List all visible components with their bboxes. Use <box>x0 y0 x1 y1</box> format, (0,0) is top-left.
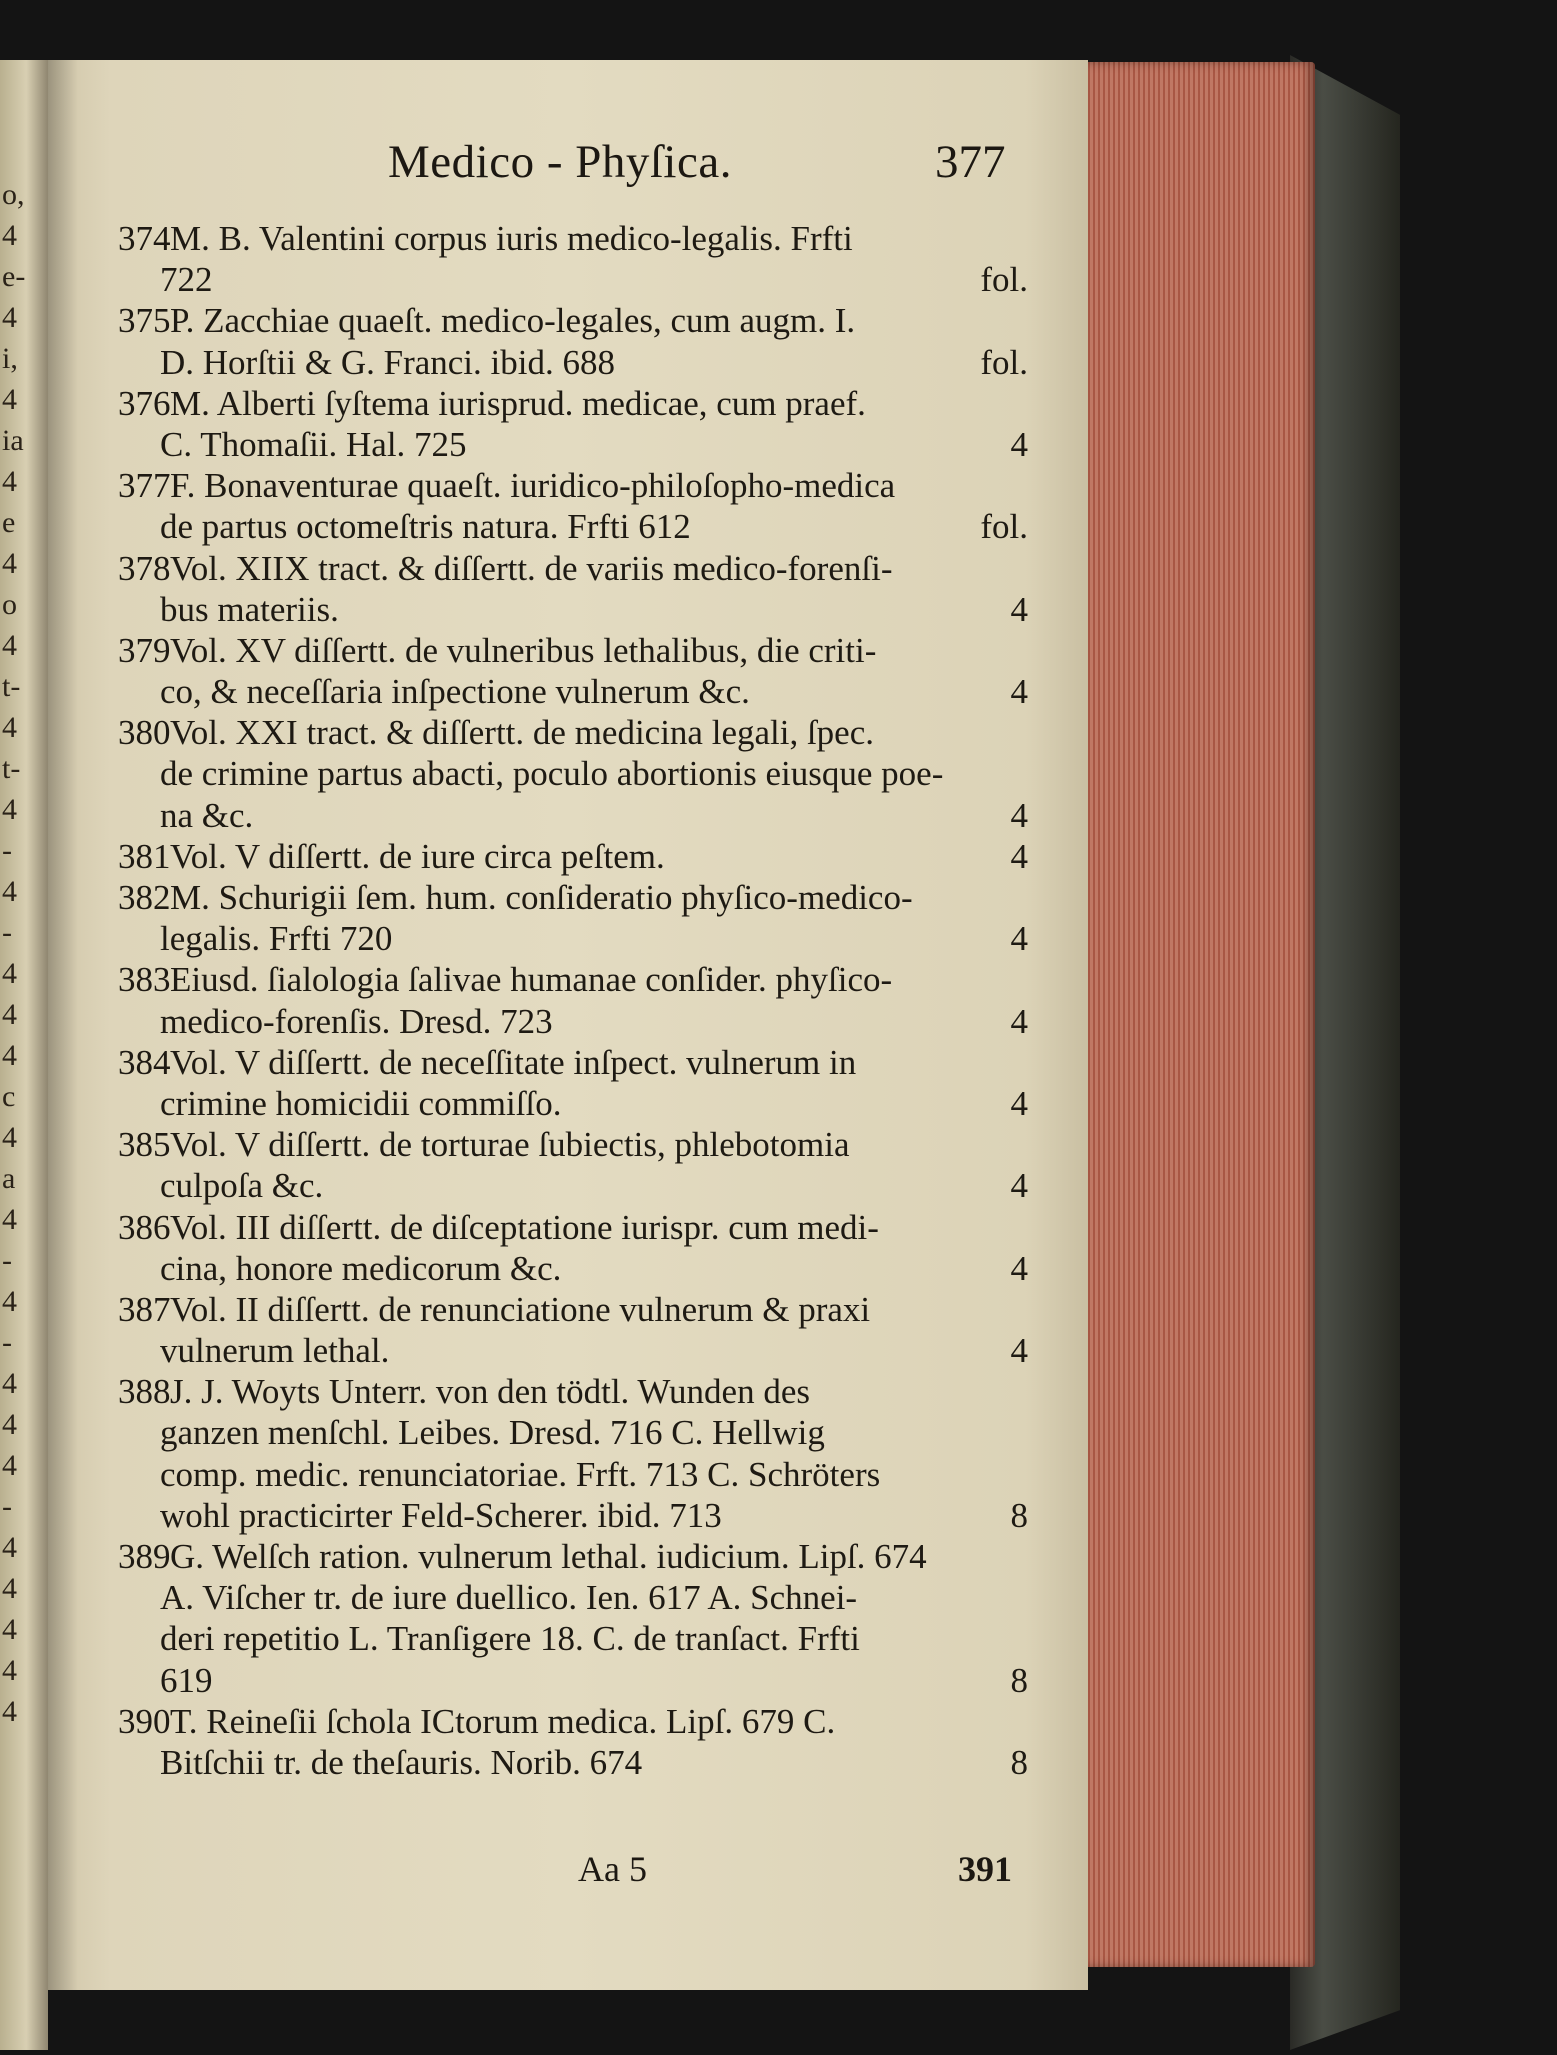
catalogue-entry <box>118 1289 1028 1371</box>
entry-format: 4 <box>1010 1331 1028 1371</box>
signature-mark: Aa 5 <box>578 1849 647 1889</box>
left-page-fragment: 4 <box>2 1613 17 1646</box>
entry-line <box>118 1289 1028 1330</box>
entry-line <box>118 1701 1028 1742</box>
left-page-fragment: - <box>2 834 12 867</box>
entry-line <box>118 1412 1028 1453</box>
left-page-fragment: 4 <box>2 998 17 1031</box>
left-page-fragment: 4 <box>2 465 17 498</box>
entry-text: M. B. Valentini corpus iuris medico-legalis. Frfti <box>170 219 853 258</box>
entry-line <box>118 300 1028 341</box>
entry-number: 384 <box>118 1042 171 1082</box>
entry-line <box>118 877 1028 918</box>
left-page-fragment: a <box>2 1162 16 1195</box>
left-page-fragment: 4 <box>2 301 17 334</box>
entry-text: co, & neceſſaria inſpectione vulnerum &c. <box>160 672 750 712</box>
entry-text: G. Welſch ration. vulnerum lethal. iudicium. Lipſ. 674 <box>170 1537 927 1576</box>
left-page-fragment: 4 <box>2 711 17 744</box>
entry-text: bus materiis. <box>160 589 339 629</box>
entry-line <box>118 342 1028 383</box>
left-page-fragment: - <box>2 1326 12 1359</box>
page-title: Medico - Phyſica. <box>388 136 732 188</box>
entry-number: 390 <box>118 1701 171 1741</box>
page-block-edge <box>1085 62 1315 1967</box>
entry-line <box>118 1207 1028 1248</box>
entry-number: 374 <box>118 219 171 258</box>
left-page-fragment: i, <box>2 342 18 375</box>
left-page-fragment: 4 <box>2 1121 17 1154</box>
left-page-fragment: 4 <box>2 547 17 580</box>
entry-text: Vol. XV diſſertt. de vulneribus lethalibus, die criti- <box>170 630 877 670</box>
entry-text: de partus octomeſtris natura. Frfti 612 <box>160 507 691 547</box>
entry-number: 375 <box>118 301 171 341</box>
catalogue-entry <box>118 465 1028 547</box>
left-page-fragment: 4 <box>2 1695 17 1728</box>
entry-format: 4 <box>1010 836 1028 876</box>
entry-line <box>118 630 1028 671</box>
left-page-fragment: 4 <box>2 793 17 826</box>
entry-number: 385 <box>118 1125 171 1165</box>
left-page-fragment: e <box>2 506 16 539</box>
catalogue-entry <box>118 1536 1028 1701</box>
entry-text: J. J. Woyts Unterr. von den tödtl. Wunden des <box>170 1372 810 1412</box>
entry-number: 381 <box>118 836 171 876</box>
entry-format: 4 <box>1010 795 1028 835</box>
entry-line <box>118 218 1028 259</box>
entry-format: 4 <box>1010 424 1028 464</box>
catalogue-entry <box>118 630 1028 712</box>
entry-text: cina, honore medicorum &c. <box>160 1248 562 1288</box>
left-page-fragment: 4 <box>2 629 17 662</box>
entry-number: 380 <box>118 713 171 753</box>
catalogue-entry <box>118 1042 1028 1124</box>
entry-line <box>118 1330 1028 1371</box>
entry-text: Vol. V diſſertt. de torturae ſubiectis, phlebotomia <box>170 1125 850 1165</box>
entry-line <box>118 712 1028 753</box>
entry-text: culpoſa &c. <box>160 1166 324 1206</box>
entry-line <box>118 1660 1028 1701</box>
entry-format: 8 <box>1010 1660 1028 1700</box>
entry-line <box>118 1371 1028 1412</box>
entry-line <box>118 465 1028 506</box>
left-page-fragment: 4 <box>2 1367 17 1400</box>
left-page-fragment: 4 <box>2 1449 17 1482</box>
entry-format: fol. <box>980 260 1028 300</box>
entry-text: Vol. III diſſertt. de diſceptatione iurispr. cum medi- <box>170 1207 879 1247</box>
entry-text: Eiusd. ſialologia ſalivae humanae conſider. phyſico- <box>170 960 893 1000</box>
running-header <box>0 135 1557 188</box>
entry-line <box>118 259 1028 300</box>
entry-format: fol. <box>980 507 1028 547</box>
entry-text: de crimine partus abacti, poculo abortionis eiusque poe- <box>160 754 944 794</box>
entry-text: na &c. <box>160 795 254 835</box>
catalogue-entry <box>118 1371 1028 1536</box>
entry-line <box>118 1536 1028 1577</box>
catalogue-entry <box>118 1701 1028 1783</box>
entry-line <box>118 1248 1028 1289</box>
entry-line <box>118 589 1028 630</box>
entry-format: 4 <box>1010 672 1028 712</box>
catalogue-entry <box>118 300 1028 382</box>
entry-number: 379 <box>118 630 171 670</box>
entry-text: deri repetitio L. Tranſigere 18. C. de tranſact. Frfti <box>160 1619 860 1659</box>
entry-line <box>118 1454 1028 1495</box>
entry-text: A. Viſcher tr. de iure duellico. Ien. 617 A. Schnei- <box>160 1578 858 1618</box>
entry-line <box>118 424 1028 465</box>
left-page-fragment: 4 <box>2 383 17 416</box>
entry-text: comp. medic. renunciatoriae. Frft. 713 C. Schröters <box>160 1454 881 1494</box>
entry-line <box>118 1165 1028 1206</box>
entry-number: 382 <box>118 878 171 917</box>
left-page-fragment: - <box>2 1244 12 1277</box>
left-page-fragment: e- <box>2 260 26 293</box>
catalogue-entry <box>118 836 1028 877</box>
entry-text: Vol. V diſſertt. de iure circa peſtem. <box>170 836 665 876</box>
entry-text: C. Thomaſii. Hal. 725 <box>160 424 467 464</box>
entry-text: vulnerum lethal. <box>160 1331 390 1371</box>
entry-line <box>118 1495 1028 1536</box>
left-page-fragment: - <box>2 916 12 949</box>
entry-number: 386 <box>118 1207 171 1247</box>
entry-format: 8 <box>1010 1742 1028 1782</box>
entry-line <box>118 1083 1028 1124</box>
left-page-fragment: c <box>2 1080 16 1113</box>
entry-text: Vol. XXI tract. & diſſertt. de medicina legali, ſpec. <box>170 713 874 753</box>
entry-format: 8 <box>1010 1495 1028 1535</box>
entry-line <box>118 1742 1028 1783</box>
left-page-fragment: 4 <box>2 1203 17 1236</box>
catalogue-entry <box>118 1207 1028 1289</box>
entry-line <box>118 918 1028 959</box>
entry-line <box>118 1124 1028 1165</box>
catalogue-entry <box>118 712 1028 836</box>
left-page-fragment: 4 <box>2 219 17 252</box>
entry-number: 378 <box>118 548 171 588</box>
entry-text: M. Schurigii ſem. hum. conſideratio phyſico-medico- <box>170 878 913 917</box>
entry-line <box>118 959 1028 1000</box>
left-page-fragment: o, <box>2 178 25 211</box>
entry-format: 4 <box>1010 1001 1028 1041</box>
catalogue-entry <box>118 548 1028 630</box>
entry-number: 383 <box>118 960 171 1000</box>
entry-text: T. Reineſii ſchola ICtorum medica. Lipſ. 679 C. <box>170 1701 836 1741</box>
left-page-fragment: 4 <box>2 1285 17 1318</box>
entry-line <box>118 548 1028 589</box>
entry-format: 4 <box>1010 919 1028 959</box>
entry-line <box>118 1042 1028 1083</box>
entry-line <box>118 671 1028 712</box>
catalogue-entry <box>118 877 1028 959</box>
left-page-fragment: o <box>2 588 17 621</box>
entry-text: ganzen menſchl. Leibes. Dresd. 716 C. Hellwig <box>160 1413 825 1453</box>
page-number: 377 <box>935 136 1006 188</box>
entry-text: Vol. XIIX tract. & diſſertt. de variis medico-forenſi- <box>170 548 893 588</box>
left-page-fragment: t- <box>2 752 21 785</box>
page-footer <box>0 1848 1557 1898</box>
entry-line <box>118 383 1028 424</box>
entry-number: 377 <box>118 466 171 506</box>
entry-line <box>118 1001 1028 1042</box>
left-page-fragment: t- <box>2 670 21 703</box>
catalogue-entry <box>118 383 1028 465</box>
left-page-fragment: 4 <box>2 875 17 908</box>
left-page-fragment: - <box>2 1490 12 1523</box>
catalogue-entry <box>118 218 1028 300</box>
entry-number: 387 <box>118 1289 171 1329</box>
entry-format: 4 <box>1010 1166 1028 1206</box>
entry-format: 4 <box>1010 1248 1028 1288</box>
entry-line <box>118 1618 1028 1659</box>
entry-text: wohl practicirter Feld-Scherer. ibid. 713 <box>160 1495 722 1535</box>
catchword: 391 <box>958 1849 1012 1889</box>
entry-line <box>118 1577 1028 1618</box>
entry-text: 722 <box>160 260 213 300</box>
entry-text: M. Alberti ſyſtema iurisprud. medicae, cum praef. <box>170 383 866 423</box>
left-page-edge <box>0 60 48 2050</box>
entry-text: F. Bonaventurae quaeſt. iuridico-philoſopho-medica <box>170 466 896 506</box>
entry-text: Vol. V diſſertt. de neceſſitate inſpect. vulnerum in <box>170 1042 857 1082</box>
entry-format: fol. <box>980 342 1028 382</box>
catalogue-entry <box>118 1124 1028 1206</box>
entry-text: legalis. Frfti 720 <box>160 919 393 959</box>
entry-number: 389 <box>118 1537 171 1576</box>
left-page-fragment: 4 <box>2 1531 17 1564</box>
entry-number: 388 <box>118 1372 171 1412</box>
left-page-fragment: ia <box>2 424 24 457</box>
left-page-fragment: 4 <box>2 1572 17 1605</box>
entry-line <box>118 836 1028 877</box>
entry-text: medico-forenſis. Dresd. 723 <box>160 1001 553 1041</box>
left-page-fragment: 4 <box>2 957 17 990</box>
entry-text: P. Zacchiae quaeſt. medico-legales, cum augm. I. <box>170 301 856 341</box>
entry-number: 376 <box>118 383 171 423</box>
entry-format: 4 <box>1010 1083 1028 1123</box>
left-page-fragment: 4 <box>2 1408 17 1441</box>
entry-text: D. Horſtii & G. Franci. ibid. 688 <box>160 342 615 382</box>
entry-text: crimine homicidii commiſſo. <box>160 1083 562 1123</box>
entry-format: 4 <box>1010 589 1028 629</box>
entry-line <box>118 795 1028 836</box>
catalogue-entries <box>118 218 1028 1783</box>
entry-line <box>118 506 1028 547</box>
spine-shadow <box>48 60 78 1990</box>
left-page-fragment: 4 <box>2 1654 17 1687</box>
left-page-fragment: 4 <box>2 1039 17 1072</box>
entry-text: Vol. II diſſertt. de renunciatione vulnerum & praxi <box>170 1289 871 1329</box>
catalogue-entry <box>118 959 1028 1041</box>
entry-text: Bitſchii tr. de theſauris. Norib. 674 <box>160 1742 643 1782</box>
entry-text: 619 <box>160 1660 213 1700</box>
entry-line <box>118 753 1028 794</box>
